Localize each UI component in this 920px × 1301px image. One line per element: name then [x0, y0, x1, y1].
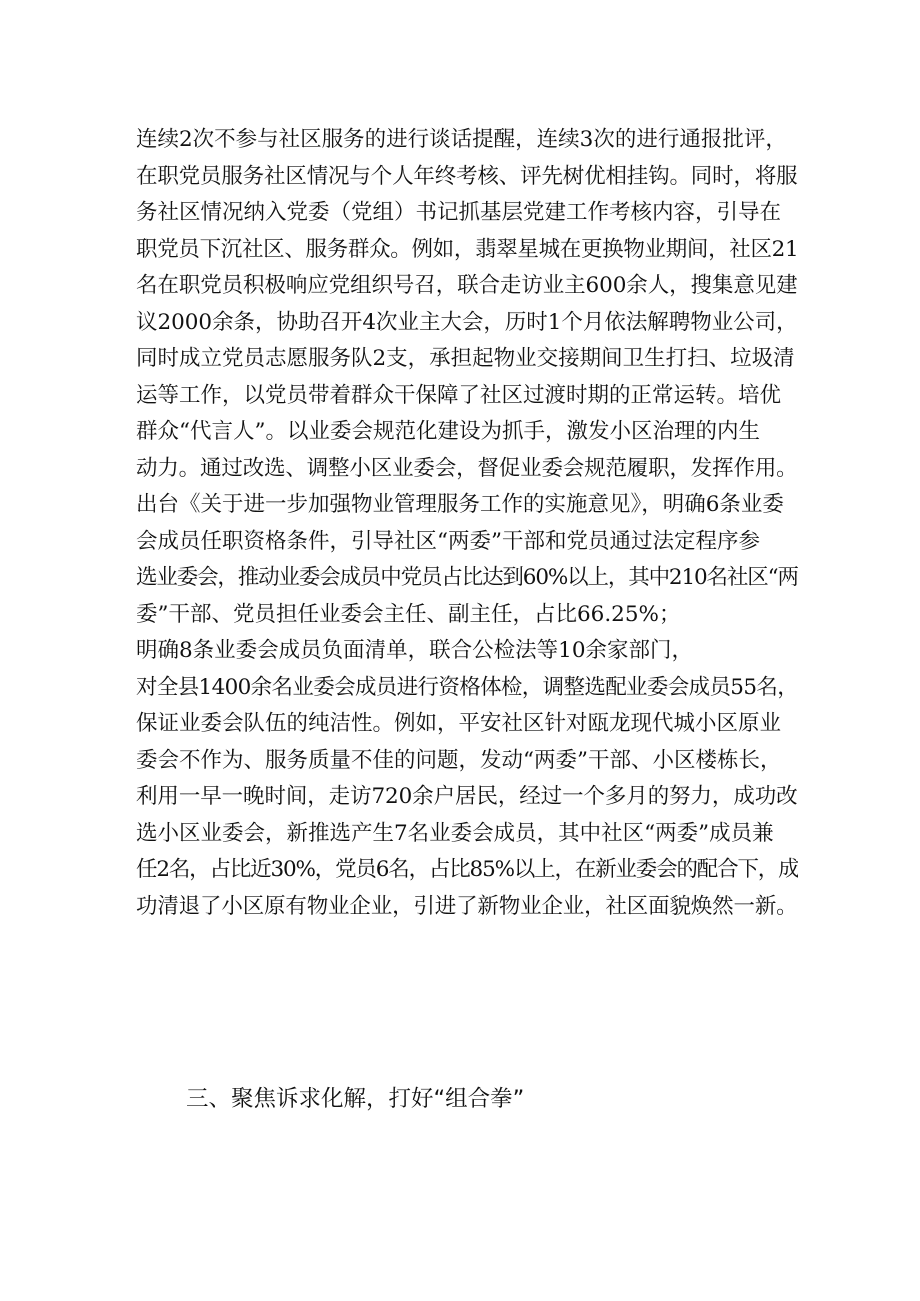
paragraph-line: 选小区业委会，新推选产生7名业委会成员，其中社区“两委”成员兼 — [136, 820, 774, 846]
paragraph-line: 在职党员服务社区情况与个人年终考核、评先树优相挂钩。同时，将服 — [136, 163, 798, 189]
section-heading: 三、聚焦诉求化解，打好“组合拳” — [186, 1086, 525, 1112]
paragraph-line: 运等工作，以党员带着群众干保障了社区过渡时期的正常运转。培优 — [136, 382, 782, 408]
paragraph-line: 委”干部、党员担任业委会主任、副主任，占比66.25%； — [136, 601, 681, 627]
paragraph-line: 连续2次不参与社区服务的进行谈话提醒，连续3次的进行通报批评， — [136, 127, 787, 152]
paragraph-line: 同时成立党员志愿服务队2支，承担起物业交接期间卫生打扫、垃圾清 — [136, 346, 795, 371]
paragraph-line: 会成员任职资格条件，引导社区“两委”干部和党员通过法定程序参 — [136, 528, 760, 554]
paragraph-line: 选业委会，推动业委会成员中党员占比达到60%以上，其中210名社区“两 — [136, 565, 798, 590]
paragraph-line: 利用一早一晚时间，走访720余户居民，经过一个多月的努力，成功改 — [136, 784, 798, 809]
paragraph-line: 出台《关于进一步加强物业管理服务工作的实施意见》，明确6条业委 — [136, 492, 784, 517]
paragraph-line: 委会不作为、服务质量不佳的问题，发动“两委”干部、小区楼栋长， — [136, 747, 782, 773]
paragraph-line: 保证业委会队伍的纯洁性。例如，平安社区针对瓯龙现代城小区原业 — [136, 711, 782, 736]
paragraph-line: 务社区情况纳入党委（党组）书记抓基层党建工作考核内容，引导在 — [136, 200, 782, 225]
paragraph-line: 议2000余条，协助召开4次业主大会，历时1个月依法解聘物业公司， — [136, 309, 798, 335]
body-paragraph — [136, 122, 798, 925]
paragraph-line: 职党员下沉社区、服务群众。例如，翡翠星城在更换物业期间，社区21 — [136, 236, 798, 262]
paragraph-line: 群众“代言人”。以业委会规范化建设为抓手，激发小区治理的内生 — [136, 419, 760, 444]
paragraph-line: 对全县1400余名业委会成员进行资格体检，调整选配业委会成员55名， — [136, 674, 798, 700]
paragraph-line: 功清退了小区原有物业企业，引进了新物业企业，社区面貌焕然一新。 — [136, 893, 798, 919]
paragraph-line: 动力。通过改选、调整小区业委会，督促业委会规范履职，发挥作用。 — [136, 455, 798, 481]
paragraph-line: 任2名，占比近30%，党员6名，占比85%以上，在新业委会的配合下，成 — [136, 857, 798, 882]
paragraph-line: 明确8条业委会成员负面清单，联合公检法等10余家部门， — [136, 638, 694, 663]
paragraph-line: 名在职党员积极响应党组织号召，联合走访业主600余人，搜集意见建 — [136, 273, 798, 298]
